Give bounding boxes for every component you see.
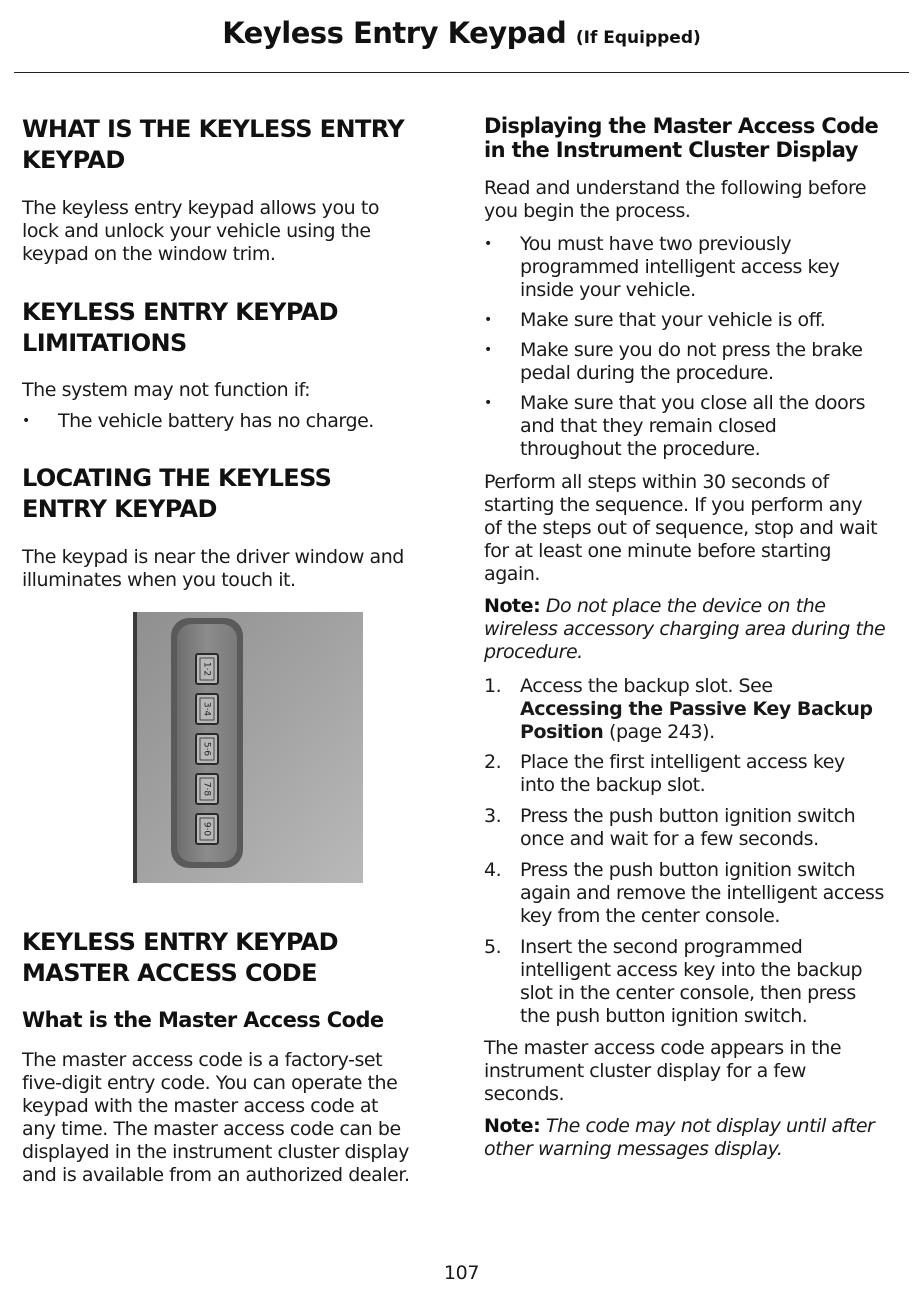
timing-paragraph: Perform all steps within 30 seconds of starting the sequence. If you perform any of the steps out of sequence, stop and wait for at least one minute before starting again.: [484, 471, 878, 585]
page-header: [14, 0, 909, 73]
cross-reference-link[interactable]: Accessing the Passive Key Backup Position: [520, 698, 873, 743]
prereq-bullet-3: • Make sure you do not press the brake pedal during the procedure.: [484, 339, 863, 384]
note-label: Note:: [484, 1115, 541, 1137]
keypad-buttons: [196, 654, 218, 844]
limitations-intro: The system may not function if:: [22, 379, 311, 401]
note-label: Note:: [484, 595, 541, 617]
keypad-button: [196, 774, 218, 804]
step-4: 4. Press the push button ignition switch again and remove the intelligent access key from the center console.: [484, 859, 884, 927]
section-heading-what-is: WHAT IS THE KEYLESS ENTRY KEYPAD: [22, 115, 405, 174]
keypad-button-label: 7·8: [201, 781, 212, 797]
keypad-illustration: [111, 610, 363, 885]
keypad-photo: [111, 610, 363, 885]
prereq-bullet-2: • Make sure that your vehicle is off.: [484, 309, 826, 331]
section-body-master-code: The master access code is a factory-set five-digit entry code. You can operate the keypad with the master access code at any time. The master access code can be displayed in the instrument cluster display and is available from an authorized dealer.: [22, 1049, 410, 1186]
section-heading-master-access-code: KEYLESS ENTRY KEYPAD MASTER ACCESS CODE: [22, 928, 338, 987]
bullet-mark: •: [22, 413, 30, 429]
step-1: 1. Access the backup slot. See Accessing the Passive Key Backup Position (page 243).: [484, 675, 873, 743]
keypad-button: [196, 694, 218, 724]
keypad-button-label: 5·6: [201, 741, 212, 757]
keypad-button: [196, 654, 218, 684]
keypad-button-label: 9·0: [201, 821, 212, 837]
section-heading-locating: LOCATING THE KEYLESS ENTRY KEYPAD: [22, 464, 332, 523]
prereq-bullet-1: • You must have two previously programmed intelligent access key inside your vehicle.: [484, 233, 840, 301]
keypad-button: [196, 734, 218, 764]
section-body-what-is: The keyless entry keypad allows you to lock and unlock your vehicle using the keypad on the window trim.: [22, 197, 380, 265]
step-2: 2. Place the first intelligent access key into the backup slot.: [484, 751, 845, 796]
page-number: 107: [443, 1262, 480, 1284]
right-intro: Read and understand the following before you begin the process.: [484, 177, 867, 222]
result-paragraph: The master access code appears in the instrument cluster display for a few seconds.: [484, 1037, 842, 1105]
keypad-button: [196, 814, 218, 844]
subheading-what-is-master-code: What is the Master Access Code: [22, 1008, 384, 1032]
note-charging-area: Note: Do not place the device on the wireless accessory charging area during the procedure.: [484, 595, 886, 663]
section-body-locating: The keypad is near the driver window and illuminates when you touch it.: [22, 546, 404, 591]
page-title-main: Keyless Entry Keypad: [222, 16, 567, 50]
keypad-button-label: 1·2: [201, 661, 212, 677]
step-5: 5. Insert the second programmed intelligent access key into the backup slot in the center console, then press the push button ignition switch.: [484, 936, 863, 1027]
right-heading: Displaying the Master Access Code in the Instrument Cluster Display: [484, 114, 879, 162]
keypad-button-label: 3·4: [201, 701, 212, 717]
section-heading-limitations: KEYLESS ENTRY KEYPAD LIMITATIONS: [22, 298, 338, 357]
prereq-bullet-4: • Make sure that you close all the doors and that they remain closed throughout the procedure.: [484, 392, 866, 460]
limitations-bullet: • The vehicle battery has no charge.: [22, 410, 374, 432]
step-3: 3. Press the push button ignition switch once and wait for a few seconds.: [484, 805, 856, 850]
note-warning-messages: Note: The code may not display until after other warning messages display.: [484, 1115, 875, 1160]
page-title: [14, 16, 909, 50]
page-title-suffix: (If Equipped): [575, 28, 701, 48]
